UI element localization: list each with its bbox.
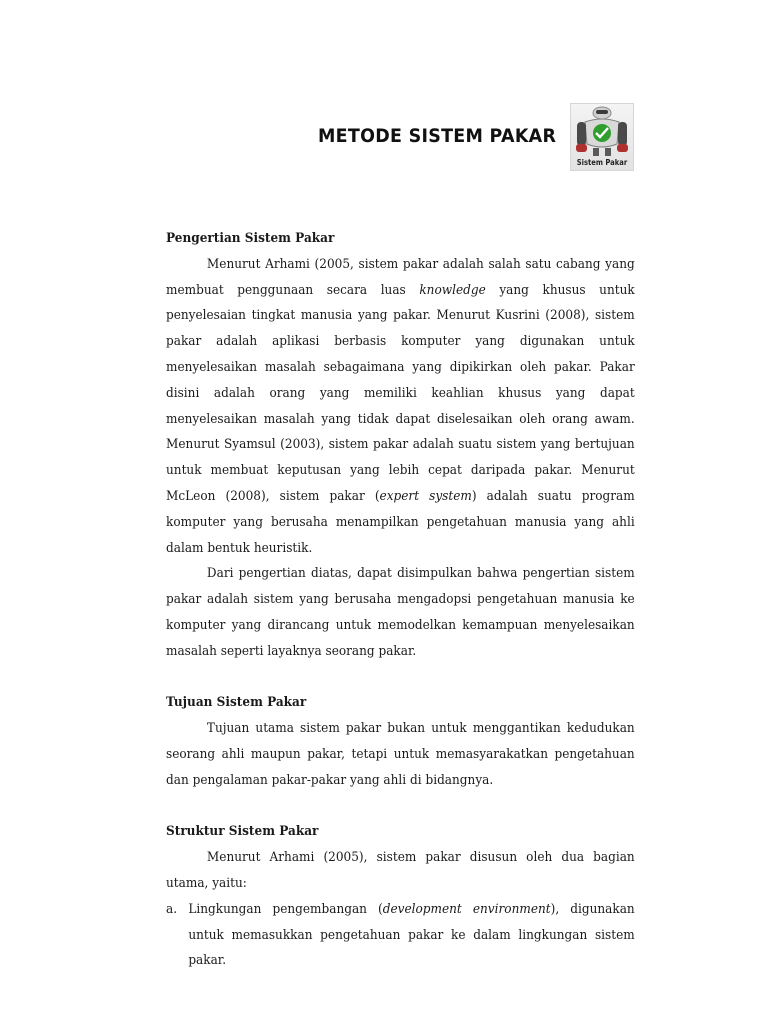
text-run: ) adalah suatu program komputer yang berusaha menampilkan pengetahuan manusia yang ahli dalam bentuk heuristik. [166, 488, 635, 556]
document-body [166, 226, 635, 974]
list-marker: a. [166, 901, 178, 917]
struktur-list [166, 897, 635, 974]
section-heading-pengertian: Pengertian Sistem Pakar [166, 231, 335, 246]
text-run: Lingkungan pengembangan ( [188, 901, 383, 917]
italic-term-expert-system: expert system [379, 488, 472, 504]
text-run: Menurut Arhami (2005, sistem pakar adalah salah satu cabang yang membuat penggunaan secara luas [166, 256, 635, 298]
section-heading-struktur: Struktur Sistem Pakar [166, 824, 319, 840]
italic-term-development-environment: development environment [382, 901, 551, 917]
section-heading-tujuan: Tujuan Sistem Pakar [166, 695, 307, 711]
paragraph-tujuan-1: Tujuan utama sistem pakar bukan untuk menggantikan kedudukan seorang ahli maupun pakar, tetapi untuk memasyarakatkan pengetahuan dan pengalaman pakar-pakar yang ahli di bidangnya. [166, 721, 635, 788]
list-item-text [188, 897, 634, 974]
paragraph-struktur-1: Menurut Arhami (2005), sistem pakar disusun oleh dua bagian utama, yaitu: [166, 850, 635, 891]
text-run: yang khusus untuk penyelesaian tingkat manusia yang pakar. Menurut Kusrini (2008), sistem pakar adalah aplikasi berbasis komputer yang digunakan untuk menyelesaikan masalah sebagaimana yang dipikirkan oleh pakar. Pakar disini adalah orang yang memiliki keahlian khusus yang dapat menyelesaikan masalah yang tidak dapat diselesaikan oleh orang awam. Menurut Syamsul (2003), sistem pakar adalah suatu sistem yang bertujuan untuk membuat keputusan yang lebih cepat daripada pakar. Menurut McLeon (2008), sistem pakar ( [166, 282, 635, 504]
sistem-pakar-logo [570, 103, 634, 171]
paragraph-pengertian-1 [166, 252, 635, 562]
logo-caption: Sistem Pakar [576, 158, 628, 167]
text-run: ), digunakan untuk memasukkan pengetahuan pakar ke dalam lingkungan sistem pakar. [188, 901, 635, 969]
paragraph-pengertian-2: Dari pengertian diatas, dapat disimpulkan bahwa pengertian sistem pakar adalah sistem yang berusaha mengadopsi pengetahuan manusia ke komputer yang dirancang untuk memodelkan kemampuan menyelesaikan masalah seperti layaknya seorang pakar. [166, 566, 635, 659]
document-title: METODE SISTEM PAKAR [318, 125, 557, 147]
list-item [166, 897, 635, 974]
italic-term-knowledge: knowledge [419, 282, 486, 298]
robot-icon [571, 104, 633, 160]
